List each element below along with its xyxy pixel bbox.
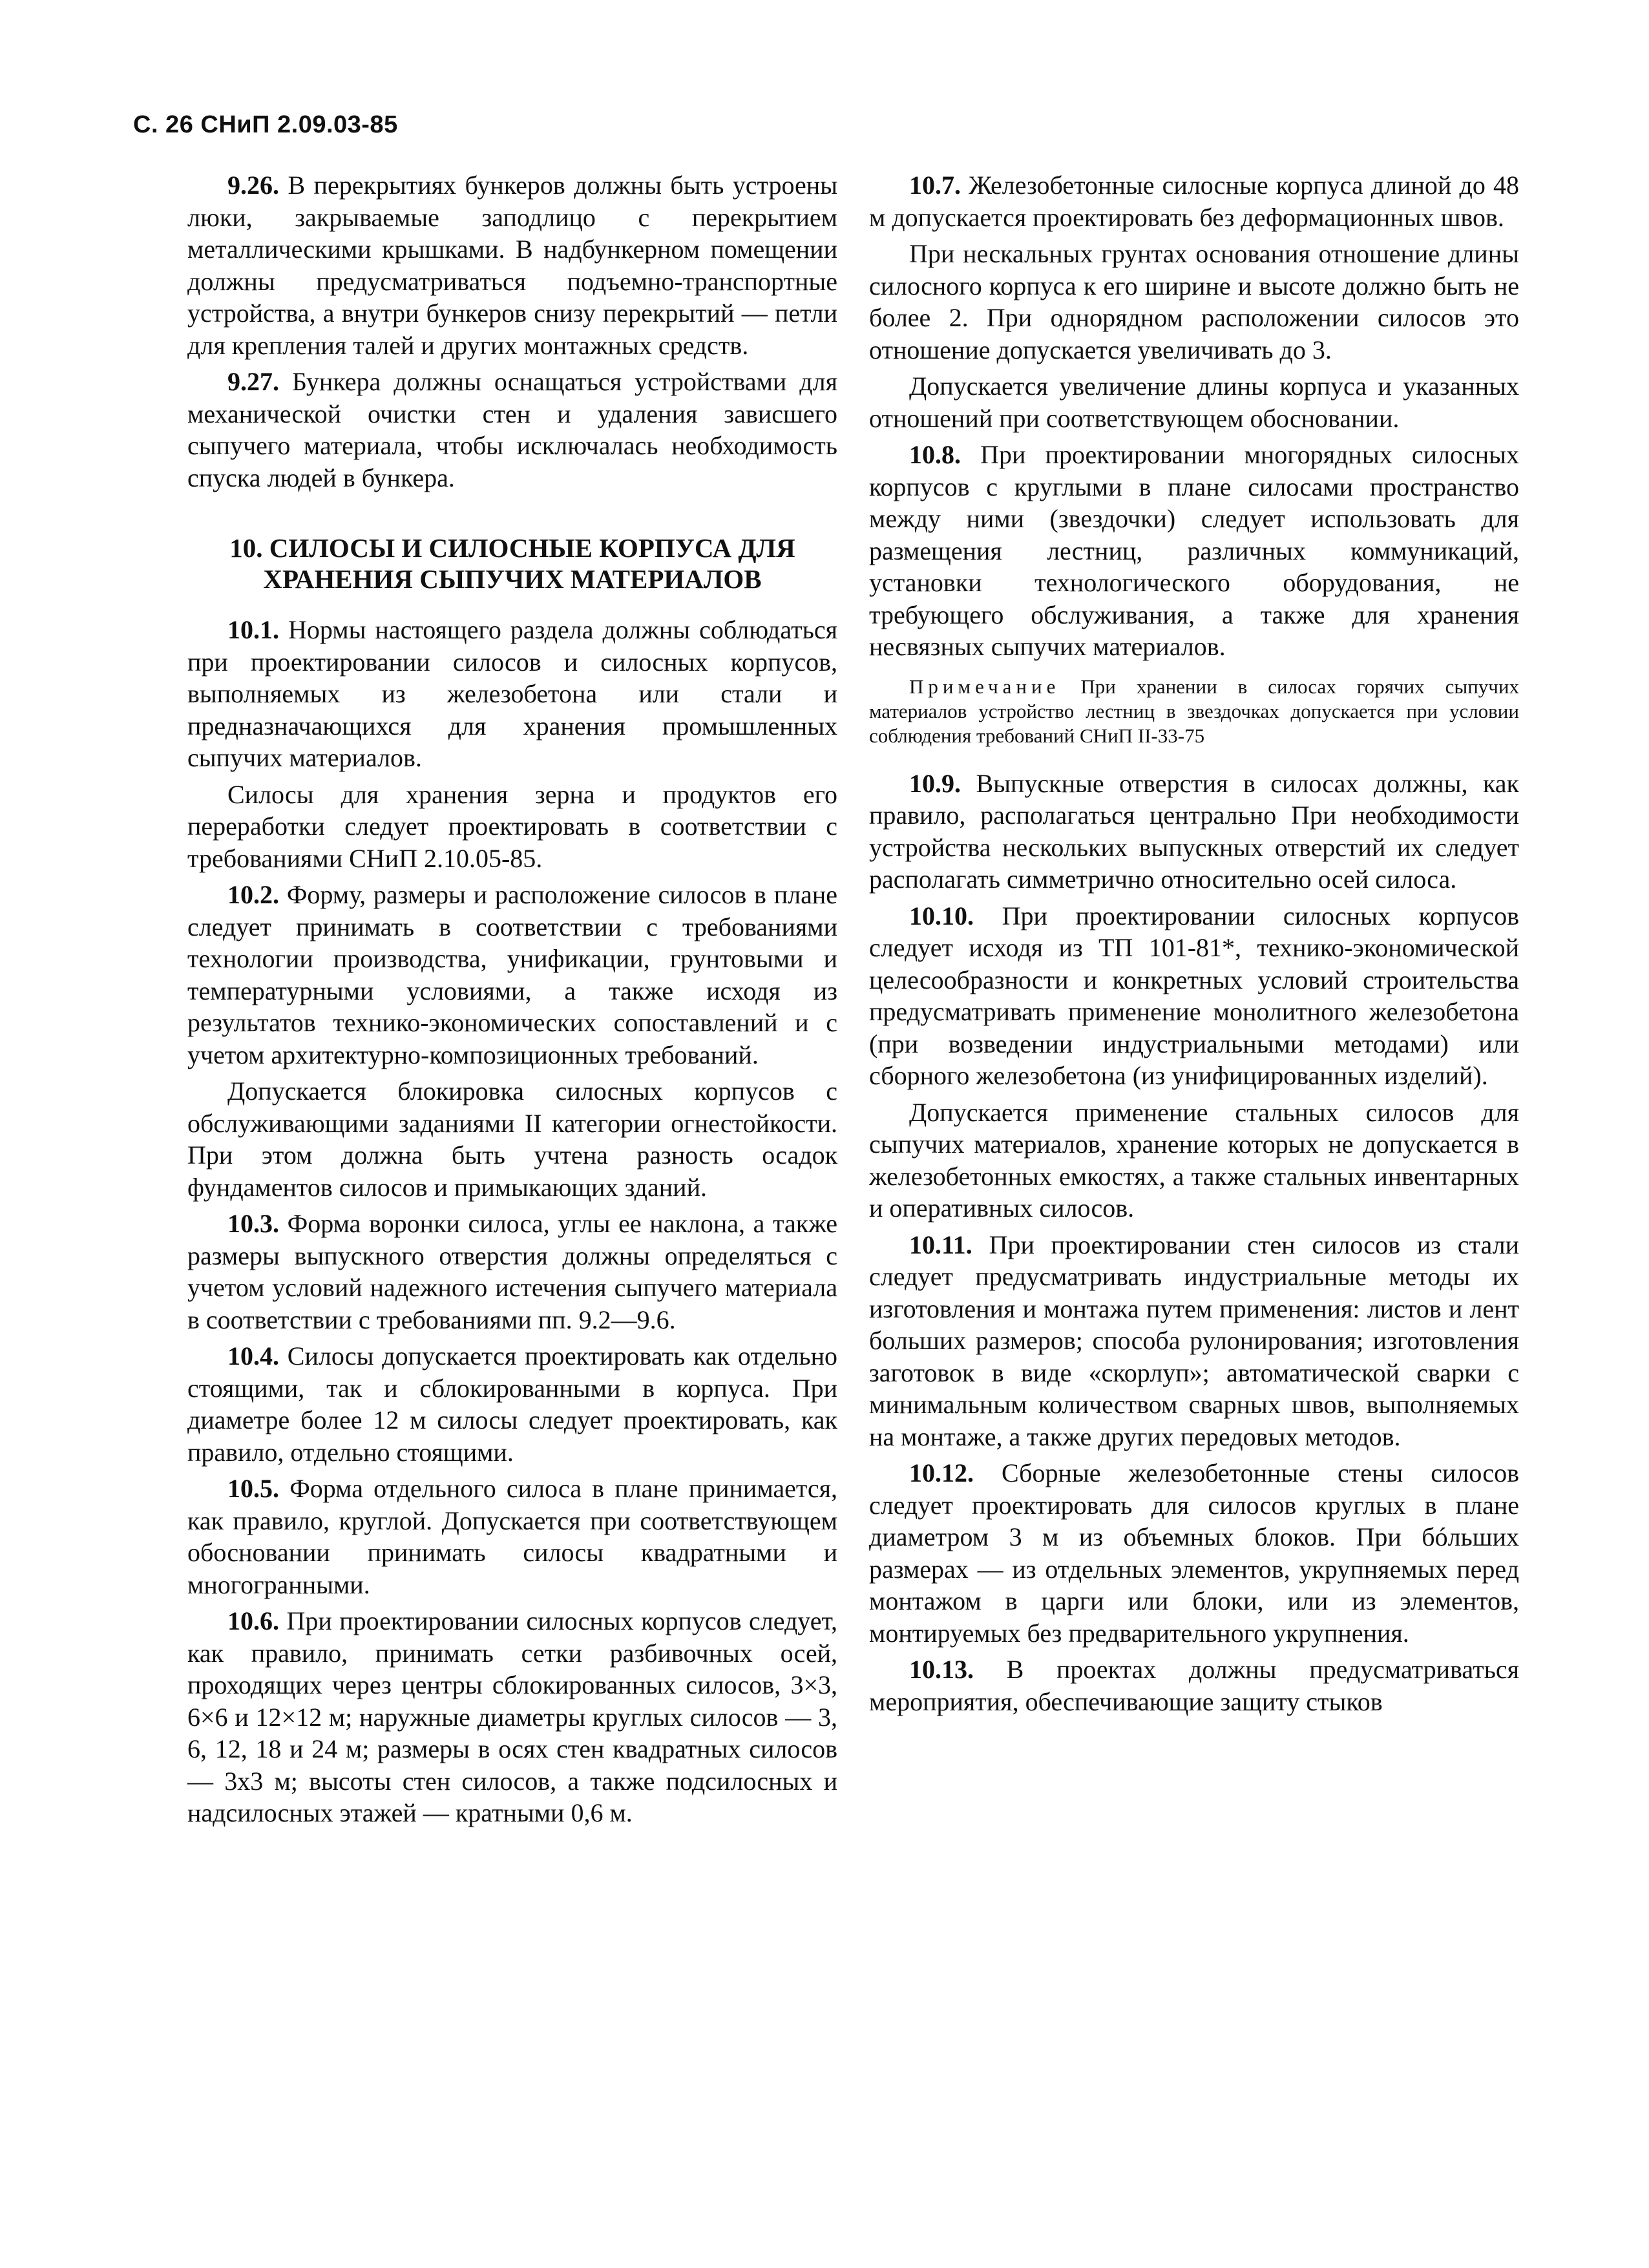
clause-text: Силосы допускается проектировать как отдельно стоящими, так и сблокированными в корпуса. При диаметре более 12 м силосы следует проектировать, как правило, отдельно стоящими. bbox=[187, 1341, 837, 1467]
note bbox=[869, 675, 1519, 748]
paragraph-text: Допускается блокировка силосных корпусов с обслуживающими заданиями II категории огнестойкости. При этом должна быть учтена разность осадок фундаментов силосов и примыкающих зданий. bbox=[187, 1076, 837, 1202]
clause-text: В перекрытиях бункеров должны быть устроены люки, закрываемые заподлицо с перекрытием металлическими крышками. В надбункерном помещении должны предусматриваться подъемно-транспортные устройства, а внутри бункеров снизу перекрытий — петли для крепления талей и других монтажных средств. bbox=[187, 171, 837, 360]
note-label: Примечание bbox=[909, 675, 1060, 698]
clause-number: 10.8. bbox=[909, 440, 961, 469]
clause-number: 10.7. bbox=[909, 171, 961, 200]
clause-10-13 bbox=[869, 1654, 1519, 1717]
clause-text: Нормы настоящего раздела должны соблюдаться при проектировании силосов и силосных корпусов, выполняемых из железобетона или стали и предназначающихся для хранения промышленных сыпучих материалов. bbox=[187, 615, 837, 772]
paragraph bbox=[187, 1075, 837, 1203]
clause-text: При проектировании силосных корпусов следует, как правило, принимать сетки разбивочных осей, проходящих через центры сблокированных силосов, 3×3, 6×6 и 12×12 м; наружные диаметры круглых силосов — 3, 6, 12, 18 и 24 м; размеры в осях стен квадратных силосов — 3х3 м; высоты стен силосов, а также подсилосных и надсилосных этажей — кратными 0,6 м. bbox=[187, 1606, 837, 1827]
clause-10-9 bbox=[869, 768, 1519, 896]
clause-9-26 bbox=[187, 169, 837, 361]
clause-number: 10.10. bbox=[909, 901, 974, 930]
clause-text: Бункера должны оснащаться устройствами для механической очистки стен и удаления зависшего сыпучего материала, чтобы исключалась необходимость спуска людей в бункера. bbox=[187, 367, 837, 492]
clause-text: При проектировании силосных корпусов следует исходя из ТП 101-81*, технико-экономической целесообразности и конкретных условий строительства предусматривать применение монолитного железобетона (при возведении индустриальными методами) или сборного железобетона (из унифицированных изделий). bbox=[869, 901, 1520, 1090]
note-text: При хранении в силосах горячих сыпучих материалов устройство лестниц в звездочках допускается при условии соблюдения требований СНиП II-33-75 bbox=[869, 675, 1519, 747]
clause-number: 10.12. bbox=[909, 1458, 974, 1487]
paragraph-text: Силосы для хранения зерна и продуктов его переработки следует проектировать в соответствии с требованиями СНиП 2.10.05-85. bbox=[187, 779, 837, 873]
clause-number: 10.3. bbox=[227, 1209, 279, 1238]
section-title: 10. СИЛОСЫ И СИЛОСНЫЕ КОРПУСА ДЛЯ ХРАНЕНИЯ СЫПУЧИХ МАТЕРИАЛОВ bbox=[229, 533, 795, 594]
clause-number: 10.5. bbox=[227, 1474, 279, 1503]
clause-text: Железобетонные силосные корпуса длиной до 48 м допускается проектировать без деформационных швов. bbox=[869, 171, 1519, 232]
clause-number: 10.11. bbox=[909, 1230, 972, 1259]
clause-10-5 bbox=[187, 1473, 837, 1601]
paragraph-text: При нескальных грунтах основания отношение длины силосного корпуса к его ширине и высоте должно быть не более 2. При однорядном расположении силосов это отношение допускается увеличивать до 3. bbox=[869, 239, 1519, 364]
clause-number: 9.26. bbox=[227, 171, 279, 200]
clause-number: 10.6. bbox=[227, 1606, 279, 1635]
clause-number: 10.4. bbox=[227, 1341, 279, 1370]
clause-10-10 bbox=[869, 900, 1519, 1092]
clause-text: Выпускные отверстия в силосах должны, как правило, располагаться центрально При необходимости устройства нескольких выпускных отверстий их следует располагать симметрично относительно осей силоса. bbox=[869, 768, 1519, 894]
page-header: С. 26 СНиП 2.09.03-85 bbox=[133, 111, 398, 138]
clause-text: Сборные железобетонные стены силосов следует проектировать для силосов круглых в плане диаметром 3 м из объемных блоков. При бóльших размерах — из отдельных элементов, укрупняемых перед монтажом в царги или блоки, или из элементов, монтируемых без предварительного укрупнения. bbox=[869, 1458, 1519, 1648]
paragraph bbox=[187, 779, 837, 875]
clause-10-1 bbox=[187, 614, 837, 774]
clause-text: При проектировании многорядных силосных корпусов с круглыми в плане силосами пространство между ними (звездочки) следует использовать для размещения лестниц, различных коммуникаций, установки технологического оборудования, не требующего обслуживания, а также для хранения несвязных сыпучих материалов. bbox=[869, 440, 1519, 661]
clause-number: 10.2. bbox=[227, 880, 279, 909]
clause-text: В проектах должны предусматриваться мероприятия, обеспечивающие защиту стыков bbox=[869, 1655, 1520, 1716]
clause-text: Форму, размеры и расположение силосов в плане следует принимать в соответствии с требованиями технологии производства, унификации, грунтовыми и температурными условиями, а также исходя из результатов технико-экономических сопоставлений и с учетом архитектурно-композиционных требований. bbox=[187, 880, 837, 1069]
clause-number: 10.1. bbox=[227, 615, 279, 644]
clause-10-3 bbox=[187, 1208, 837, 1336]
clause-10-12 bbox=[869, 1457, 1519, 1649]
paragraph bbox=[869, 238, 1519, 366]
clause-10-4 bbox=[187, 1340, 837, 1468]
clause-10-2 bbox=[187, 879, 837, 1071]
left-column bbox=[187, 169, 837, 1834]
clause-10-11 bbox=[869, 1229, 1519, 1453]
clause-text: При проектировании стен силосов из стали следует предусматривать индустриальные методы их изготовления и монтажа путем применения: листов и лент больших размеров; способа рулонирования; изготовления заготовок в виде «скорлуп»; автоматической сварки с минимальным количеством сварных швов, выполняемых на монтаже, а также других передовых методов. bbox=[869, 1230, 1519, 1451]
clause-number: 9.27. bbox=[227, 367, 279, 396]
clause-10-8 bbox=[869, 439, 1519, 663]
clause-10-6 bbox=[187, 1605, 837, 1829]
clause-text: Форма воронки силоса, углы ее наклона, а также размеры выпускного отверстия должны определяться с учетом условий надежного истечения сыпучего материала в соответствии с требованиями пп. 9.2—9.6. bbox=[187, 1209, 838, 1334]
clause-9-27 bbox=[187, 366, 837, 494]
right-column bbox=[869, 169, 1519, 1722]
paragraph-text: Допускается применение стальных силосов для сыпучих материалов, хранение которых не допускается в железобетонных емкостях, а также стальных инвентарных и оперативных силосов. bbox=[869, 1097, 1519, 1223]
clause-10-7 bbox=[869, 169, 1519, 233]
clause-text: Форма отдельного силоса в плане принимается, как правило, круглой. Допускается при соответствующем обосновании принимать силосы квадратными и многогранными. bbox=[187, 1474, 837, 1599]
clause-number: 10.9. bbox=[909, 768, 961, 798]
clause-number: 10.13. bbox=[909, 1655, 974, 1684]
paragraph bbox=[869, 1097, 1519, 1224]
paragraph bbox=[869, 370, 1519, 434]
paragraph-text: Допускается увеличение длины корпуса и указанных отношений при соответствующем обосновании. bbox=[869, 372, 1519, 433]
